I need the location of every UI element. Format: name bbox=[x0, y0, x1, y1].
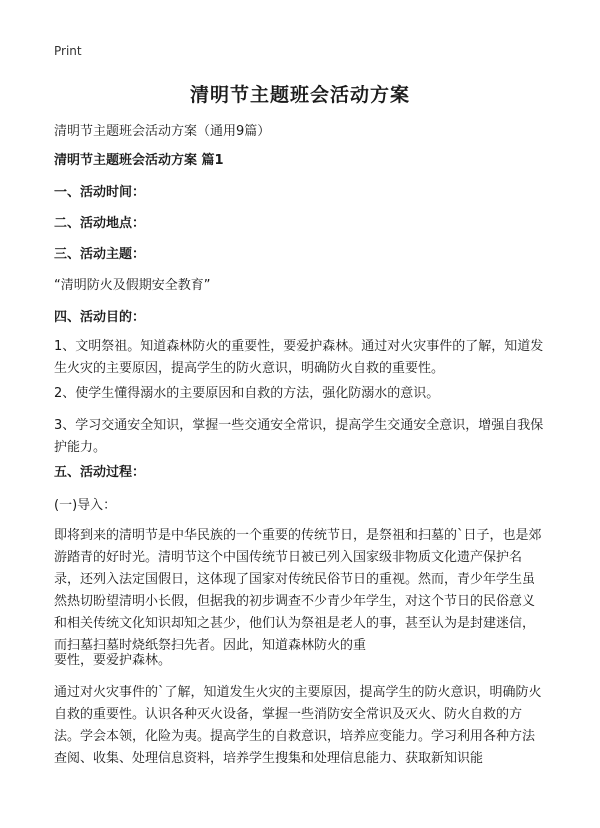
section-title: 清明节主题班会活动方案 篇1 bbox=[54, 153, 224, 168]
subtitle: 清明节主题班会活动方案（通用9篇） bbox=[54, 124, 271, 139]
heading-time: 一、活动时间： bbox=[54, 185, 146, 200]
intro-paragraph: 即将到来的清明节是中华民族的一个重要的传统节日，是祭祖和扫墓的`日子，也是郊游踏青的好时光。清明节这个中国传统节日被已列入国家级非物质文化遗产保护名录，还列入法定国假日，这体现了国家对传统民俗节日的重视。然而，青少年学生虽然热切盼望清明小长假，但据我的初步调查不少青少年学生，对这个节日的民俗意义和相关传统文化知识却知之甚少，他们认为祭祖是老人的事，甚至认为是封建迷信，而扫墓扫墓时烧纸祭扫先者。因此，知道森林防火的重 bbox=[54, 528, 542, 653]
intro-heading: (一)导入： bbox=[54, 498, 117, 513]
fire-paragraph: 通过对火灾事件的`了解，知道发生火灾的主要原因，提高学生的防火意识，明确防火自救的重要性。认识各种灭火设备，掌握一些消防安全常识及灭火、防火自救的方法。学会本领，化险为夷。提高学生的自救意识，培养应变能力。学习利用各种方法查阅、收集、处理信息资料，培养学生搜集和处理信息能力、获取新知识能 bbox=[54, 685, 542, 766]
heading-process: 五、活动过程： bbox=[54, 465, 146, 480]
purpose-item-1: 1、文明祭祖。知道森林防火的重要性，要爱护森林。通过对火灾事件的了解，知道发生火灾的主要原因，提高学生的防火意识，明确防火自救的重要性。 bbox=[54, 339, 544, 376]
continued-paragraph: 要性，要爱护森林。 bbox=[54, 653, 172, 668]
heading-theme: 三、活动主题： bbox=[54, 247, 146, 262]
purpose-item-3: 3、学习交通安全知识，掌握一些交通安全常识，提高学生交通安全意识，增强自我保护能力。 bbox=[54, 418, 544, 455]
heading-purpose: 四、活动目的： bbox=[54, 310, 146, 325]
print-label[interactable]: Print bbox=[54, 44, 82, 58]
theme-text: “清明防火及假期安全教育” bbox=[54, 278, 211, 293]
page-title: 清明节主题班会活动方案 bbox=[189, 84, 410, 106]
purpose-item-2: 2、使学生懂得溺水的主要原因和自救的方法，强化防溺水的意识。 bbox=[54, 386, 440, 401]
heading-place: 二、活动地点： bbox=[54, 216, 146, 231]
